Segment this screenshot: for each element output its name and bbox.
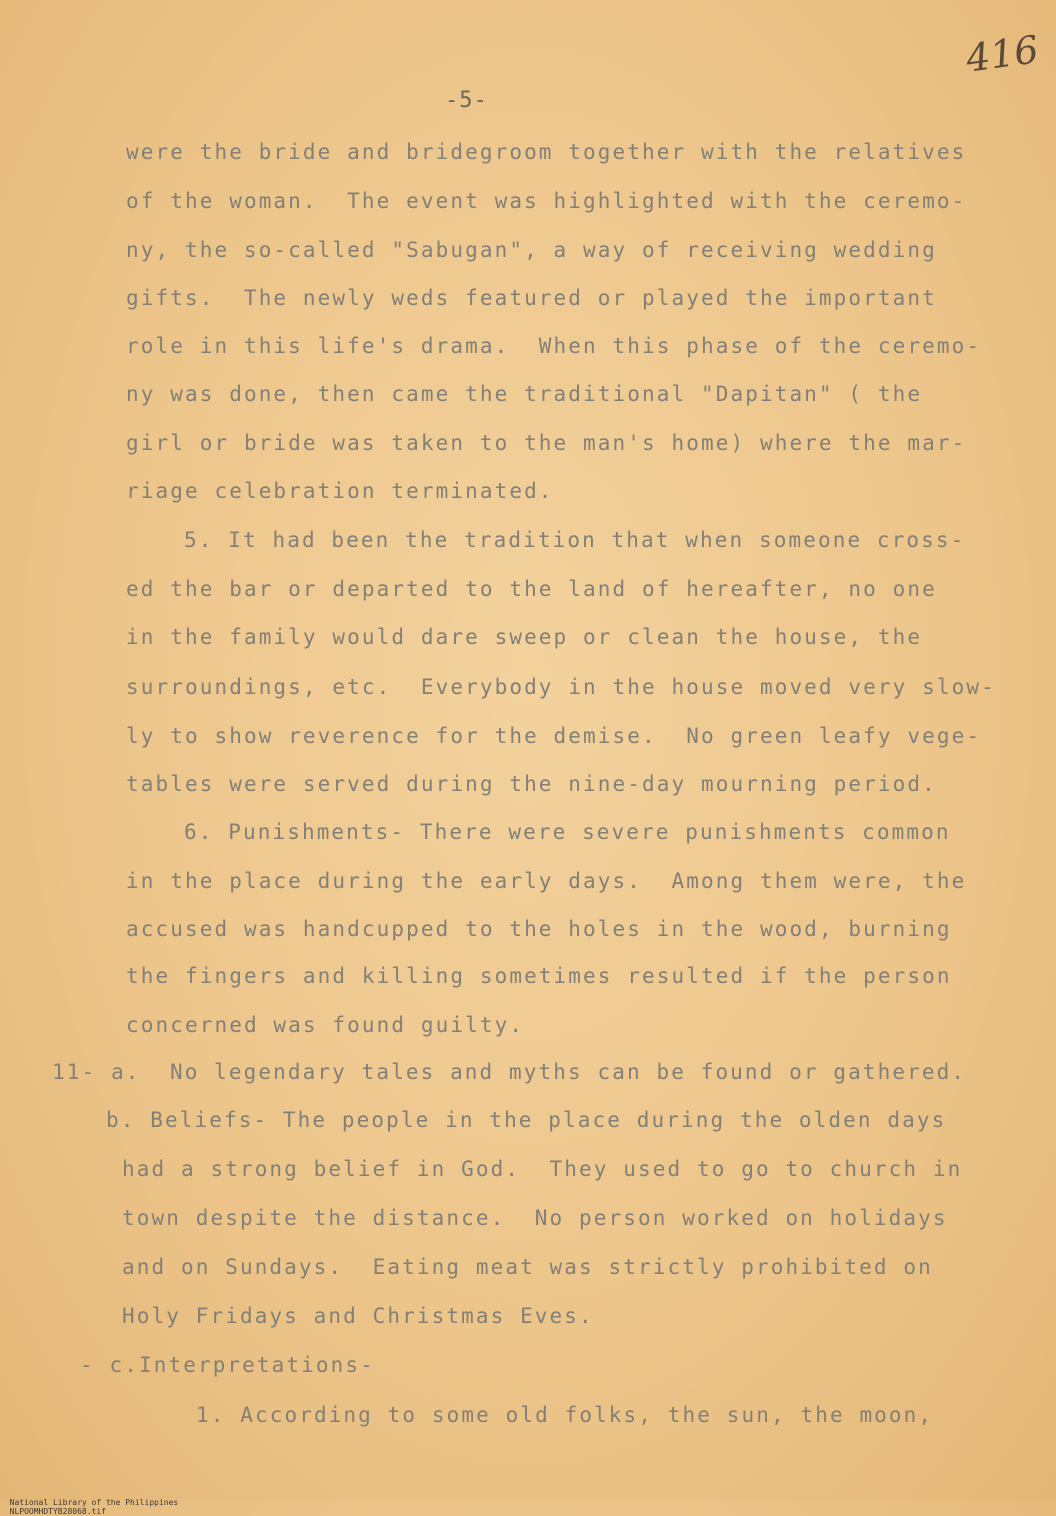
text-line: had a strong belief in God. They used to go to church in [122, 1157, 963, 1181]
folio-number: 416 [963, 27, 1042, 81]
footer-filename: NLPOOMHDTYB28068.tif [9, 1507, 106, 1516]
text-line: role in this life's drama. When this phase of the ceremo- [126, 334, 982, 358]
text-line: b. Beliefs- The people in the place during the olden days [106, 1108, 947, 1132]
text-line: riage celebration terminated. [126, 479, 554, 503]
text-line: gifts. The newly weds featured or played the important [126, 286, 937, 310]
text-line: - c.Interpretations- [80, 1353, 375, 1377]
text-line: town despite the distance. No person worked on holidays [122, 1206, 948, 1230]
text-line: Holy Fridays and Christmas Eves. [122, 1304, 594, 1328]
text-line: the fingers and killing sometimes resulted if the person [126, 964, 952, 988]
text-line: concerned was found guilty. [126, 1013, 525, 1037]
text-line: surroundings, etc. Everybody in the house moved very slow- [126, 675, 996, 699]
text-line: and on Sundays. Eating meat was strictly prohibited on [122, 1255, 933, 1279]
text-line: 5. It had been the tradition that when someone cross- [184, 528, 966, 552]
text-line: ly to show reverence for the demise. No green leafy vege- [126, 724, 982, 748]
footer-library: National Library of the Philippines [9, 1498, 179, 1507]
page-number: -5- [445, 88, 488, 113]
text-line: accused was handcupped to the holes in the wood, burning [126, 917, 952, 941]
text-line: in the family would dare sweep or clean the house, the [126, 625, 923, 649]
text-line: ny, the so-called "Sabugan", a way of receiving wedding [126, 238, 937, 262]
text-line: ed the bar or departed to the land of hereafter, no one [126, 577, 937, 601]
text-line: tables were served during the nine-day mourning period. [126, 772, 937, 796]
text-line: were the bride and bridegroom together with the relatives [126, 140, 967, 164]
text-line: 6. Punishments- There were severe punishments common [184, 820, 951, 844]
scan-footer [0, 1489, 190, 1516]
text-line: 11- a. No legendary tales and myths can be found or gathered. [52, 1060, 967, 1084]
text-line: 1. According to some old folks, the sun, the moon, [196, 1403, 934, 1427]
text-line: of the woman. The event was highlighted with the ceremo- [126, 189, 967, 213]
text-line: girl or bride was taken to the man's home) where the mar- [126, 431, 967, 455]
text-line: in the place during the early days. Among them were, the [126, 869, 967, 893]
text-line: ny was done, then came the traditional "Dapitan" ( the [126, 382, 923, 406]
